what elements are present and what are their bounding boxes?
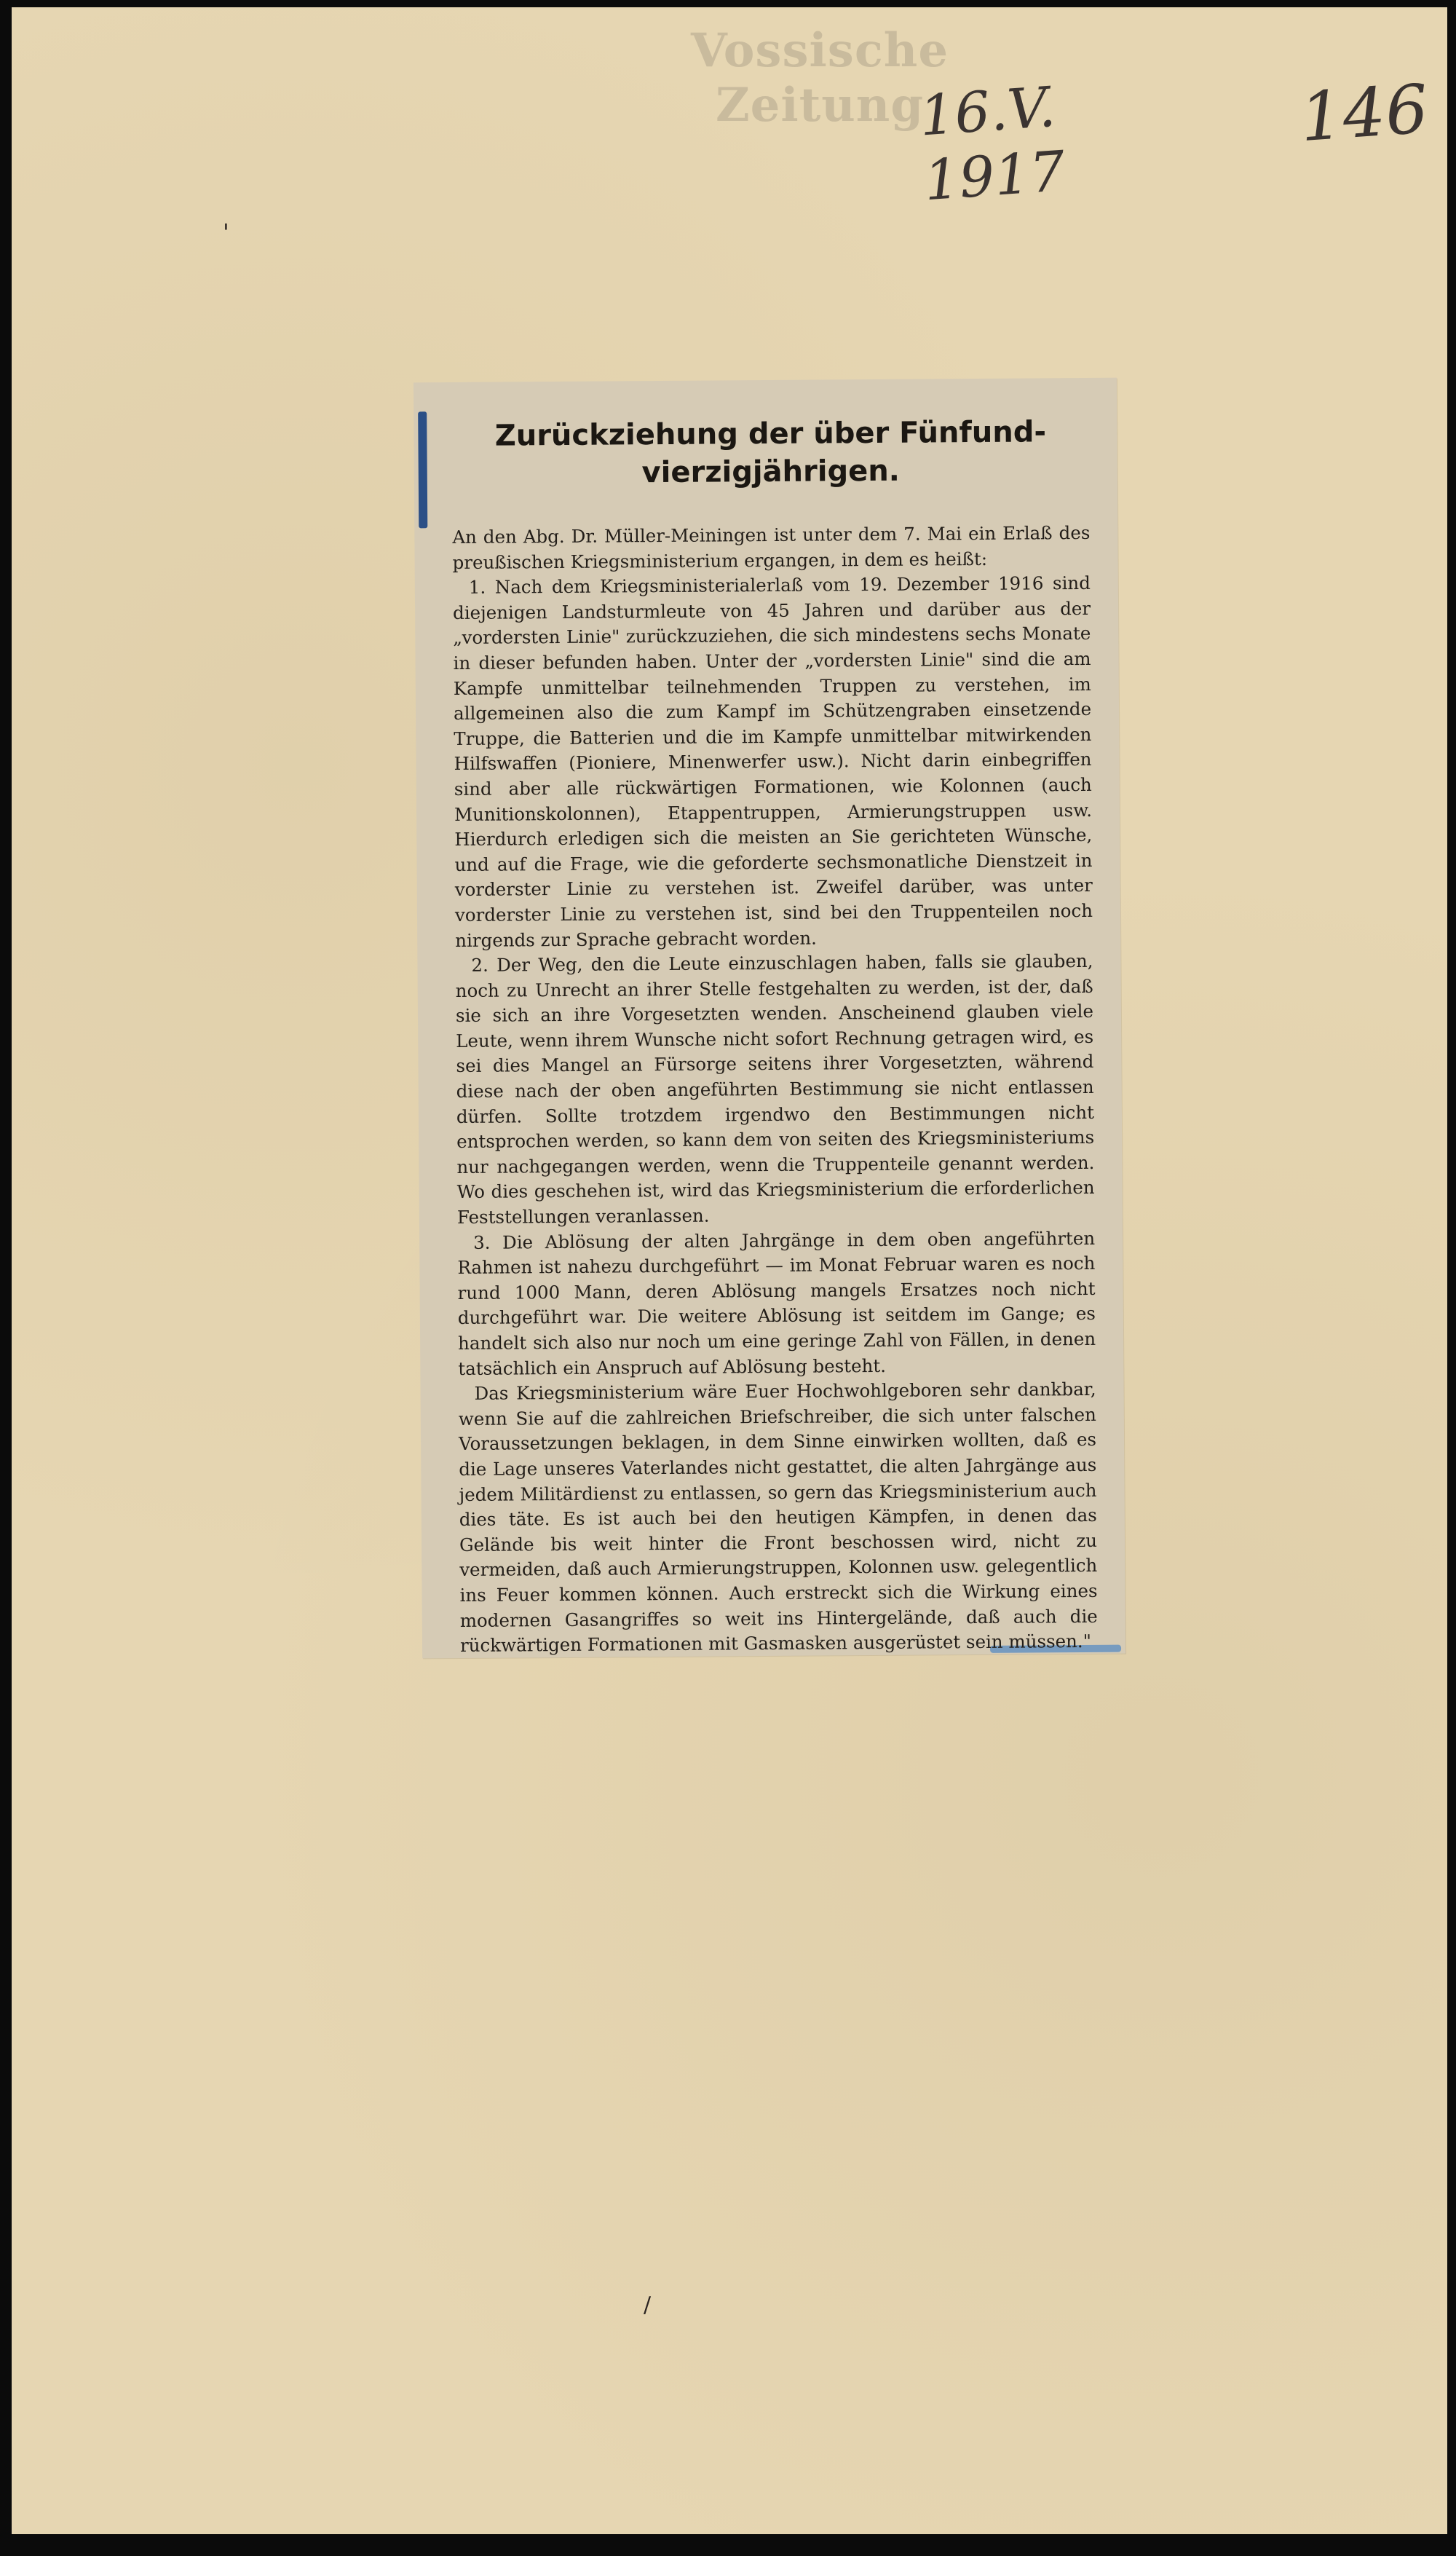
article-headline: Zurückziehung der über Fünfund- vierzigjährigen. <box>494 415 1047 490</box>
blue-pencil-mark <box>418 411 427 528</box>
stray-mark: / <box>644 2292 652 2318</box>
newspaper-clipping <box>414 378 1125 1659</box>
article-paragraph: 3. Die Ablösung der alten Jahrgänge in dem oben angeführten Rahmen ist nahezu durchgeführt — im Monat Februar waren es noch rund 1000 Mann, deren Ablösung mangels Ersatzes noch nicht durchgeführt war. Die weitere Ablösung ist seitdem im Gange; es handelt sich also nur noch um eine geringe Zahl von Fällen, in denen tatsächlich ein Anspruch auf Ablösung besteht. <box>457 1227 1096 1379</box>
archive-sheet <box>12 7 1447 2534</box>
article-paragraph: An den Abg. Dr. Müller-Meiningen ist unter dem 7. Mai ein Erlaß des preußischen Kriegsministerium ergangen, in dem es heißt: <box>452 521 1091 573</box>
handwritten-date: 16.V. 1917 <box>917 74 1067 213</box>
stray-mark: ' <box>223 218 229 246</box>
article-paragraph: 2. Der Weg, den die Leute einzuschlagen haben, falls sie glauben, noch zu Unrecht an ihrer Stelle festgehalten zu werden, ist der, daß sie sich an ihre Vorgesetzten wenden. Anscheinend glauben viele Leute, wenn ihrem Wunsche nicht sofort Rechnung getragen wird, es sei dies Mangel an Fürsorge seitens ihrer Vorgesetzten, während diese nach der oben angeführten Bestimmung sie nicht entlassen dürfen. Sollte trotzdem irgendwo den Bestimmungen nicht entsprochen werden, so kann dem von seiten des Kriegsministeriums nur nachgegangen werden, wenn die Truppenteile genannt werden. Wo dies geschehen ist, wird das Kriegsministerium die erforderlichen Feststellungen veranlassen. <box>455 950 1095 1228</box>
article-paragraph: Das Kriegsministerium wäre Euer Hochwohlgeboren sehr dankbar, wenn Sie auf die zahlreichen Briefschreiber, die sich unter falschen Voraussetzungen beklagen, in dem Sinne einwirken wollten, daß es die Lage unseres Vaterlandes nicht gestattet, die alten Jahrgänge aus jedem Militärdienst zu entlassen, so gern das Kriegsministerium auch dies täte. Es ist auch bei den heutigen Kämpfen, in denen das Gelände bis weit hinter die Front beschossen wird, nicht zu vermeiden, daß auch Armierungstruppen, Kolonnen usw. gelegentlich ins Feuer kommen können. Auch erstreckt sich die Wirkung eines modernen Gasangriffes so weit ins Hintergelände, daß auch die rückwärtigen Formationen mit Gasmasken ausgerüstet sein müssen." <box>458 1378 1098 1657</box>
article-paragraph: 1. Nach dem Kriegsministerialerlaß vom 19. Dezember 1916 sind diejenigen Landsturmleute von 45 Jahren und darüber aus der „vordersten Linie" zurückzuziehen, die sich mindestens sechs Monate in dieser befunden haben. Unter der „vordersten Linie" sind die am Kampfe unmittelbar teilnehmenden Truppen zu verstehen, im allgemeinen also die zum Kampf im Schützengraben einsetzende Truppe, die Batterien und die im Kampfe unmittelbar mitwirkenden Hilfswaffen (Pioniere, Minenwerfer usw.). Nicht darin einbegriffen sind aber alle rückwärtigen Formationen, wie Kolonnen (auch Munitionskolonnen), Etappentruppen, Armierungstruppen usw. Hierdurch erledigen sich die meisten an Sie gerichteten Wünsche, und auf die Frage, wie die geforderte sechsmonatliche Dienstzeit in vorderster Linie zu verstehen ist. Zweifel darüber, was unter vorderster Linie zu verstehen ist, sind bei den Truppenteilen noch nirgends zur Sprache gebracht worden. <box>453 572 1093 951</box>
handwritten-folio-number: 146 <box>1297 70 1431 157</box>
article-body <box>452 521 1098 1659</box>
clipping-content <box>451 413 1098 1657</box>
newspaper-stamp: Vossische Zeitung <box>690 23 949 133</box>
